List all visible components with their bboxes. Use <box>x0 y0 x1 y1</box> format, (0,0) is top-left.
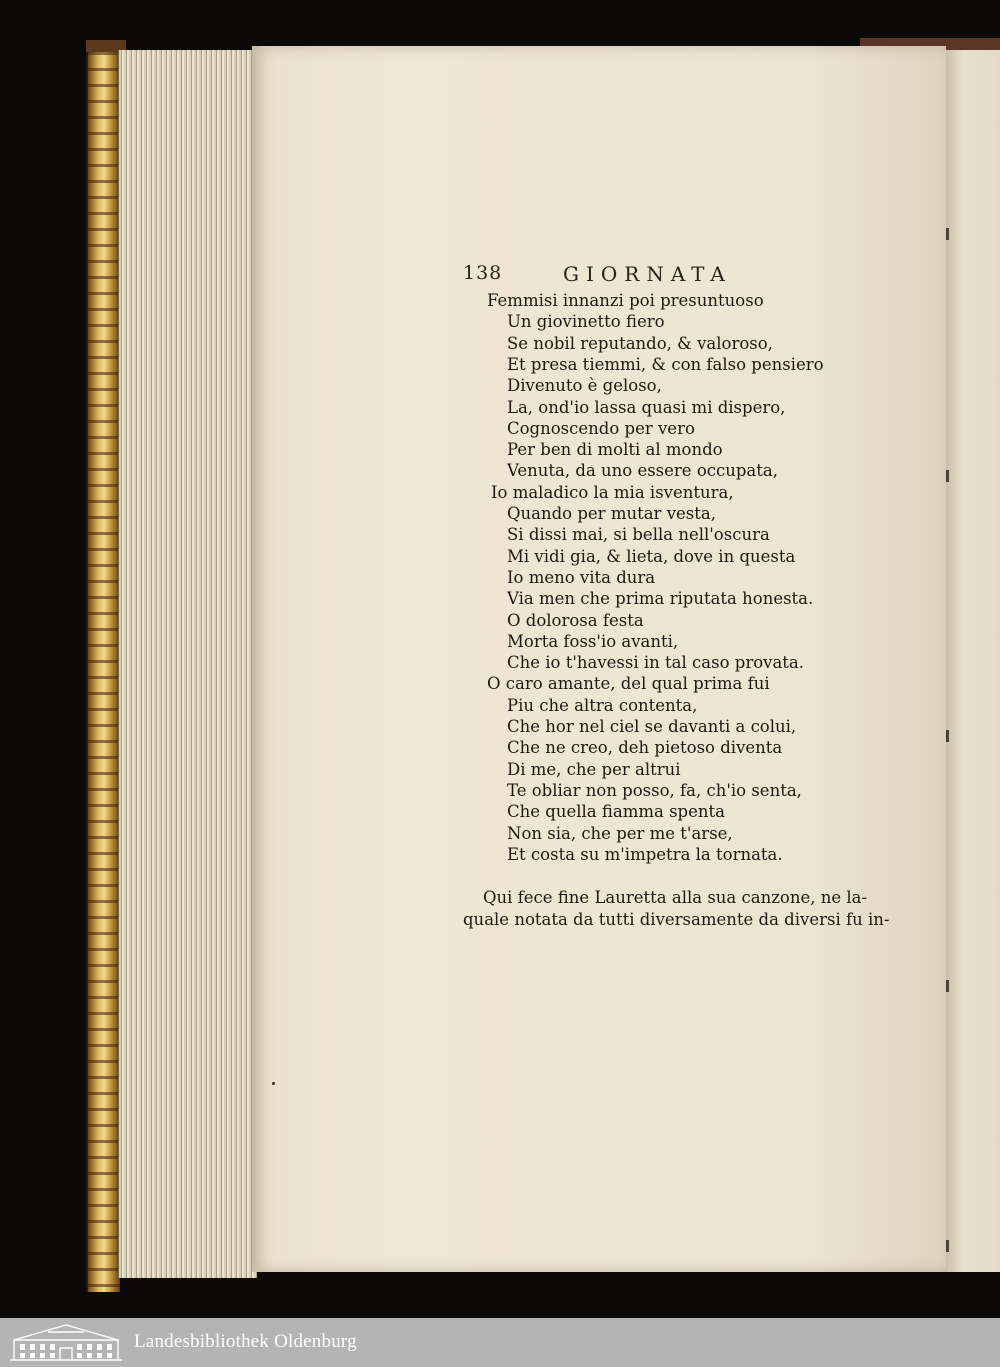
poem-line: La, ond'io lassa quasi mi dispero, <box>507 397 786 417</box>
page-header <box>463 262 763 290</box>
library-footer <box>0 1318 1000 1367</box>
poem-line: Per ben di molti al mondo <box>507 440 723 460</box>
poem-line: Morta foss'io avanti, <box>507 631 679 651</box>
prose-line: Qui fece fine Lauretta alla sua canzone, ne la- <box>483 888 868 907</box>
page-block-edge <box>118 50 257 1278</box>
poem-line: Cognoscendo per vero <box>507 418 695 438</box>
poem-line: Io maladico la mia isventura, <box>491 482 734 502</box>
page-speck <box>272 1082 275 1085</box>
page-number: 138 <box>463 262 503 284</box>
library-building-logo-icon <box>8 1322 124 1362</box>
poem-line: Un giovinetto fiero <box>507 312 665 332</box>
poem-line: O dolorosa festa <box>507 610 644 630</box>
poem-line: Mi vidi gia, & lieta, dove in questa <box>507 546 796 566</box>
facing-page <box>944 50 1000 1272</box>
poem-line: Te obliar non posso, fa, ch'io senta, <box>507 780 802 800</box>
poem-line: Femmisi innanzi poi presuntuoso <box>487 291 764 310</box>
poem-line: Che hor nel ciel se davanti a colui, <box>507 717 797 736</box>
gutter-stitch <box>946 730 949 742</box>
gutter-stitch <box>946 980 949 992</box>
poem-line: Si dissi mai, si bella nell'oscura <box>507 525 770 545</box>
institution-name: Landesbibliothek Oldenburg <box>134 1331 357 1352</box>
gilt-spine <box>86 52 120 1292</box>
poem-line: Quando per mutar vesta, <box>507 504 716 523</box>
poem-line: O caro amante, del qual prima fui <box>487 674 770 694</box>
poem-line: Divenuto è geloso, <box>507 376 662 396</box>
running-head: GIORNATA <box>563 262 732 286</box>
gutter-stitch <box>946 1240 949 1252</box>
poem-line: Piu che altra contenta, <box>507 695 698 715</box>
gutter-stitch <box>946 470 949 482</box>
gutter-stitch <box>946 228 949 240</box>
poem-line: Et costa su m'impetra la tornata. <box>507 844 783 864</box>
poem-line: Che ne creo, deh pietoso diventa <box>507 738 783 758</box>
poem-line: Di me, che per altrui <box>507 759 681 779</box>
poem-line: Et presa tiemmi, & con falso pensiero <box>507 354 824 374</box>
poem-line: Io meno vita dura <box>507 567 656 587</box>
prose-line: quale notata da tutti diversamente da diversi fu in- <box>463 910 890 929</box>
poem-line: Se nobil reputando, & valoroso, <box>507 333 773 353</box>
poem-line: Che quella fiamma spenta <box>507 802 725 822</box>
poem-line: Che io t'havessi in tal caso provata. <box>507 653 805 673</box>
poem-line: Venuta, da uno essere occupata, <box>507 461 778 481</box>
poem-line: Non sia, che per me t'arse, <box>507 823 733 843</box>
poem-line: Via men che prima riputata honesta. <box>507 589 814 609</box>
